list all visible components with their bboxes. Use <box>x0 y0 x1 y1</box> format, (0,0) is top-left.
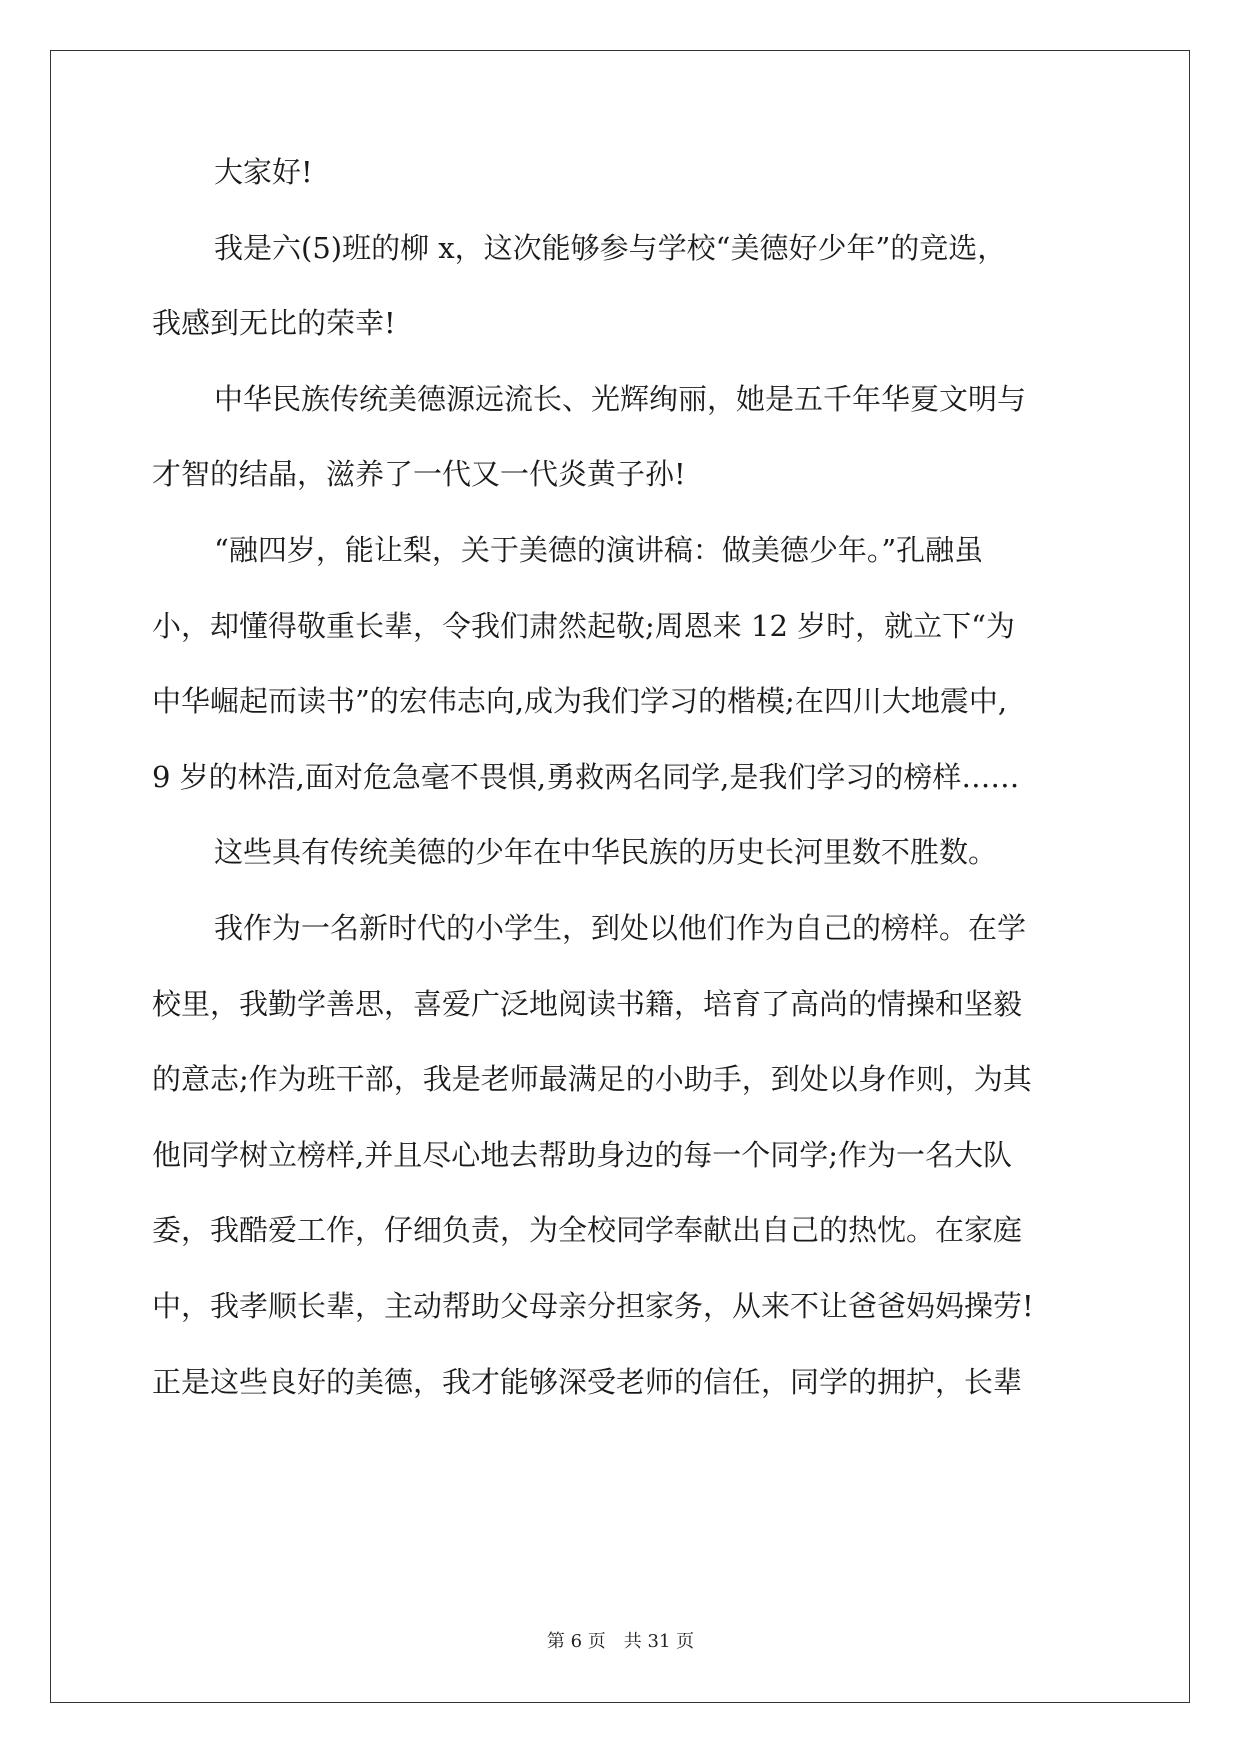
page-number-footer: 第 6 页 共 31 页 <box>546 1631 695 1652</box>
text-line: 我作为一名新时代的小学生，到处以他们作为自己的榜样。在学 <box>214 911 1027 945</box>
page-border <box>50 50 1190 1703</box>
text-line: “融四岁，能让梨，关于美德的演讲稿：做美德少年。”孔融虽 <box>214 533 984 567</box>
text-line: 校里，我勤学善思，喜爱广泛地阅读书籍，培育了高尚的情操和坚毅 <box>152 986 1023 1021</box>
text-line: 这些具有传统美德的少年在中华民族的历史长河里数不胜数。 <box>214 835 998 870</box>
text-line: 中，我孝顺长辈，主动帮助父母亲分担家务，从来不让爸爸妈妈操劳! <box>152 1289 1034 1323</box>
text-line: 我感到无比的荣幸! <box>152 306 396 341</box>
text-line: 9 岁的林浩,面对危急毫不畏惧,勇救两名同学,是我们学习的榜样…… <box>152 759 1020 794</box>
text-line: 我是六(5)班的柳 x，这次能够参与学校“美德好少年”的竞选， <box>214 230 1007 265</box>
text-line: 才智的结晶，滋养了一代又一代炎黄子孙! <box>152 457 686 492</box>
text-line: 中华崛起而读书”的宏伟志向,成为我们学习的楷模;在四川大地震中, <box>152 684 1008 719</box>
text-line: 小，却懂得敬重长辈，令我们肃然起敬;周恩来 12 岁时，就立下“为 <box>152 608 1015 643</box>
text-line: 正是这些良好的美德，我才能够深受老师的信任，同学的拥护，长辈 <box>152 1364 1023 1399</box>
text-line: 中华民族传统美德源远流长、光辉绚丽，她是五千年华夏文明与 <box>214 381 1027 416</box>
text-line: 的意志;作为班干部，我是老师最满足的小助手，到处以身作则，为其 <box>152 1062 1032 1097</box>
text-line: 大家好! <box>214 155 313 189</box>
text-line: 委，我酷爱工作，仔细负责，为全校同学奉献出自己的热忱。在家庭 <box>152 1213 1023 1248</box>
text-line: 他同学树立榜样,并且尽心地去帮助身边的每一个同学;作为一名大队 <box>152 1137 1012 1172</box>
